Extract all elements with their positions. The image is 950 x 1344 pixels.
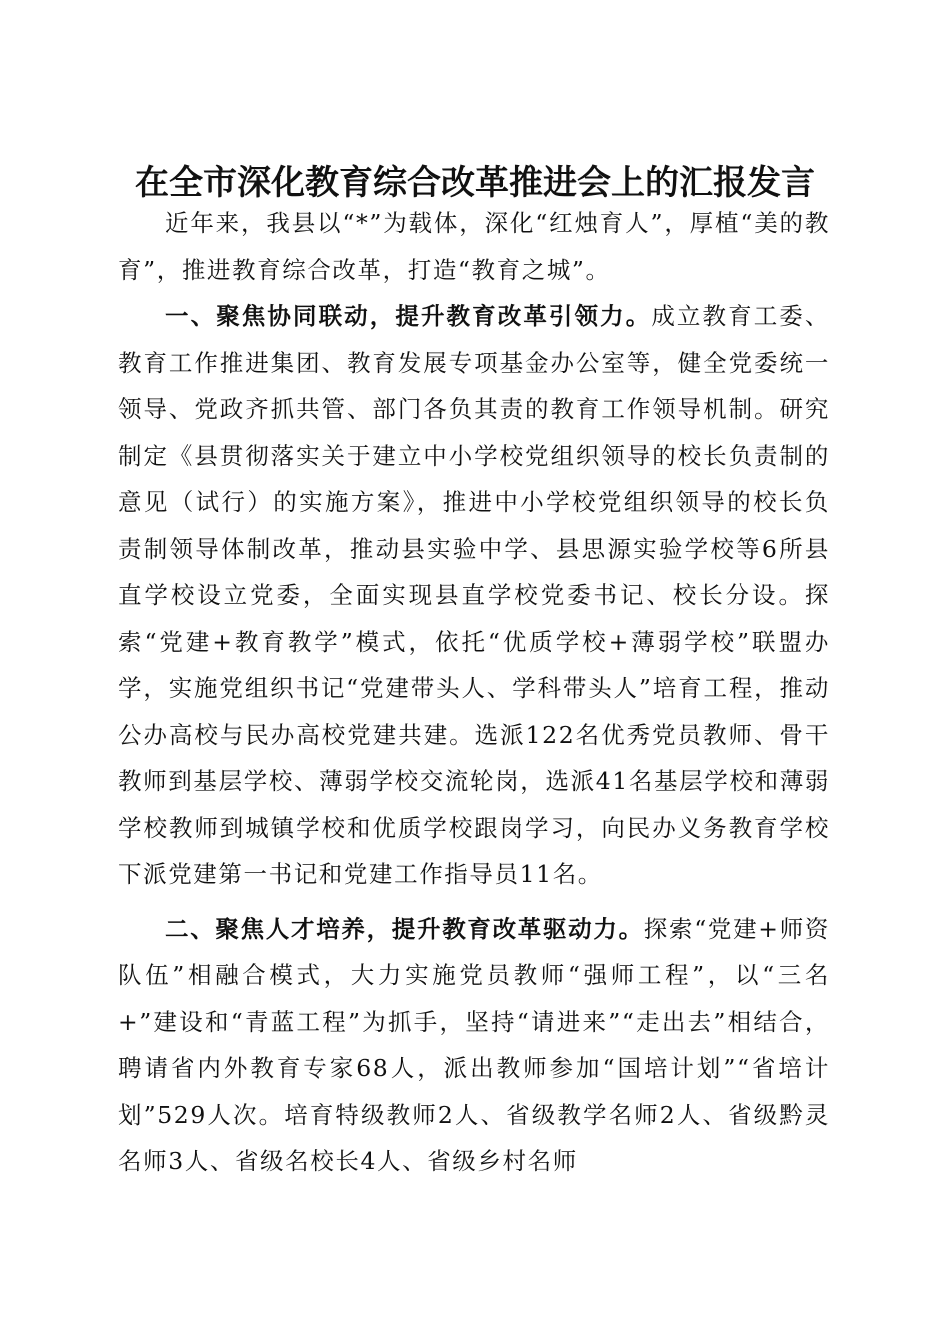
document-title: 在全市深化教育综合改革推进会上的汇报发言 xyxy=(135,162,815,203)
document-body xyxy=(118,200,830,1185)
section-two-paragraph xyxy=(118,906,830,1185)
section-two-text: 探索“党建+师资队伍”相融合模式，大力实施党员教师“强师工程”，以“三名+”建设和“青蓝工程”为抓手，坚持“请进来”“走出去”相结合，聘请省内外教育专家68人，派出教师参加“国培计划”“省培计划”529人次。培育特级教师2人、省级教学名师2人、省级黔灵名师3人、省级名校长4人、省级乡村名师 xyxy=(118,914,830,1175)
section-one-text: 成立教育工委、教育工作推进集团、教育发展专项基金办公室等，健全党委统一领导、党政齐抓共管、部门各负其责的教育工作领导机制。研究制定《县贯彻落实关于建立中小学校党组织领导的校长负责制的意见（试行）的实施方案》，推进中小学校党组织领导的校长负责制领导体制改革，推动县实验中学、县思源实验学校等6所县直学校设立党委，全面实现县直学校党委书记、校长分设。探索“党建+教育教学”模式，依托“优质学校+薄弱学校”联盟办学，实施党组织书记“党建带头人、学科带头人”培育工程，推动公办高校与民办高校党建共建。选派122名优秀党员教师、骨干教师到基层学校、薄弱学校交流轮岗，选派41名基层学校和薄弱学校教师到城镇学校和优质学校跟岗学习，向民办义务教育学校下派党建第一书记和党建工作指导员11名。 xyxy=(118,302,831,888)
section-one-heading: 一、聚焦协同联动，提升教育改革引领力。 xyxy=(165,302,652,330)
intro-text: 近年来，我县以“*”为载体，深化“红烛育人”，厚植“美的教育”，推进教育综合改革，打造“教育之城”。 xyxy=(118,209,830,284)
section-two-heading: 二、聚焦人才培养，提升教育改革驱动力。 xyxy=(165,914,644,943)
intro-paragraph xyxy=(118,200,830,293)
section-one-paragraph xyxy=(118,293,830,898)
